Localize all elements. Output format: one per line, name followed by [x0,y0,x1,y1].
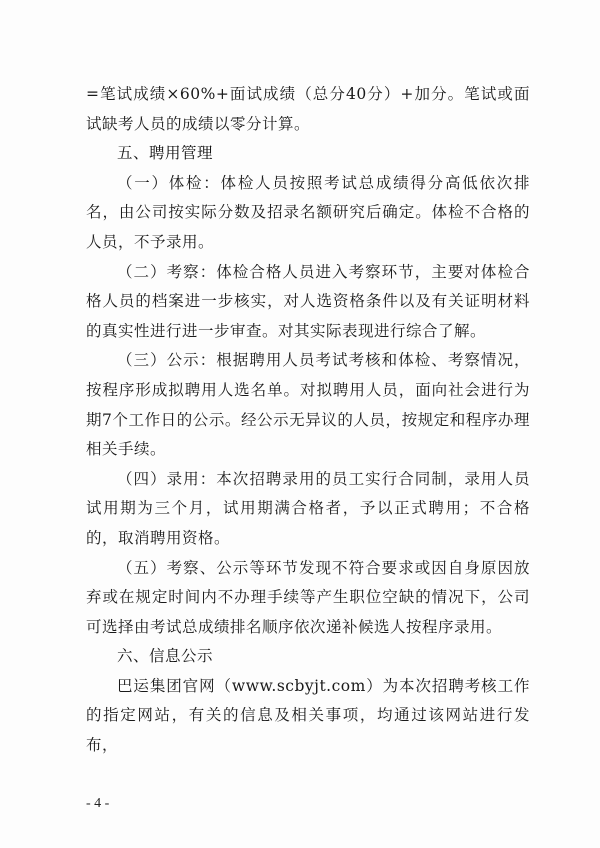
paragraph-hiring: （四）录用：本次招聘录用的员工实行合同制，录用人员试用期为三个月，试用期满合格者，予以正式聘用；不合格的，取消聘用资格。 [86,469,530,547]
paragraph-public-notice: （三）公示：根据聘用人员考试考核和体检、考察情况，按程序形成拟聘用人选名单。对拟聘用人员，面向社会进行为期7个工作日的公示。经公示无异议的人员，按规定和程序办理相关手续。 [86,351,530,459]
paragraph-physical-exam: （一）体检：体检人员按照考试总成绩得分高低依次排名，由公司按实际分数及招录名额研究后确定。体检不合格的人员，不予录用。 [86,173,530,251]
paragraph-score-formula: =笔试成绩×60%+面试成绩（总分40分）+加分。笔试或面试缺考人员的成绩以零分计算。 [86,85,530,133]
paragraph-inspection: （二）考察：体检合格人员进入考察环节，主要对体检合格人员的档案进一步核实，对人选资格条件以及有关证明材料的真实性进行进一步审查。对其实际表现进行综合了解。 [86,262,530,340]
paragraph-vacancy-replacement: （五）考察、公示等环节发现不符合要求或因自身原因放弃或在规定时间内不办理手续等产生职位空缺的情况下，公司可选择由考试总成绩排名顺序依次递补候选人按程序录用。 [86,558,530,636]
section-heading-employment-management: 五、聘用管理 [117,144,214,163]
document-body [86,80,530,761]
paragraph-official-website: 巴运集团官网（www.scbyjt.com）为本次招聘考核工作的指定网站，有关的信息及相关事项，均通过该网站进行发布， [86,676,530,755]
section-heading-information-disclosure: 六、信息公示 [117,647,214,666]
page-number: - 4 - [86,796,110,811]
